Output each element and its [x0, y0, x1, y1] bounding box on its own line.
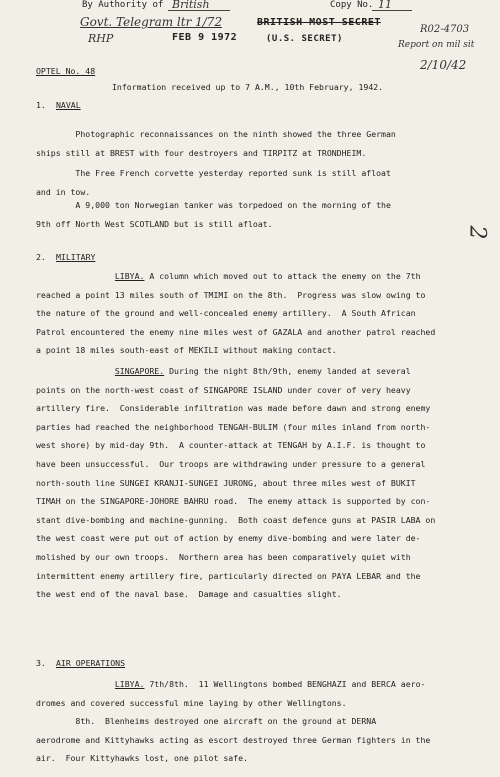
- copy-label: Copy No.: [330, 0, 374, 10]
- handwritten-authority: Govt. Telegram ltr 1/72: [80, 15, 223, 29]
- copy-underline: [372, 10, 412, 11]
- copy-value: 11: [378, 0, 392, 11]
- air-heading-num: 3.: [36, 658, 46, 668]
- margin-note-subject: Report on mil sit: [398, 40, 475, 50]
- naval-heading-num: 1.: [36, 100, 46, 110]
- air-paragraph-2: 8th. Blenheims destroyed one aircraft on the ground at DERNA aerodrome and Kittyhawks acting as escort destroyed three German fighters in the air. Four Kittyhawks lost, one pilot safe.: [36, 716, 431, 764]
- military-singapore-label: SINGAPORE.: [114, 366, 165, 376]
- military-singapore-text: During the night 8th/9th, enemy landed at several points on the north-west coast of SINGAPORE ISLAND under cover of very heavy artillery fire. Considerable infiltration was made before dawn and strong enemy parties had reached the neighborhood TENGAH-BULIM (four miles inland from north- west shore) by mid-day 9th. A counter-attack at TENGAH by A.I.F. is thought to have been unsuccessful. Our troops are withdrawing under pressure to a general north-south line SUNGEI KRANJI-SUNGEI JURONG, about three miles west of BUKIT TIMAH on the SINGAPORE-JOHORE BAHRU road. The enemy attack is supported by con- stant dive-bombing and machine-gunning. Both coast defence guns at PASIR LABA on the west coast were put out of action by enemy dive-bombing and were later de- molished by our own troops. Northern area has been comparatively quiet with intermittent enemy artillery fire, particularly directed on PAYA LEBAR and the the west end of the naval base. Damage and casualties slight.: [36, 366, 436, 600]
- air-libya-paragraph: [36, 675, 425, 712]
- naval-heading: NAVAL: [56, 100, 81, 110]
- naval-paragraph-2: The Free French corvette yesterday reported sunk is still afloat and in tow.: [36, 168, 391, 197]
- naval-paragraph-3: A 9,000 ton Norwegian tanker was torpedoed on the morning of the 9th off North West SCOTLAND but is still afloat.: [36, 200, 391, 229]
- air-libya-text: 7th/8th. 11 Wellingtons bombed BENGHAZI and BERCA aero- dromes and covered successful mine laying by other Wellingtons.: [36, 679, 426, 708]
- us-secret-mark: (U.S. SECRET): [266, 34, 343, 44]
- military-heading-num: 2.: [36, 252, 46, 262]
- military-singapore-paragraph: [36, 362, 435, 604]
- authority-label: By Authority of: [82, 0, 164, 10]
- military-heading: MILITARY: [56, 252, 96, 262]
- air-libya-label: LIBYA.: [114, 679, 145, 689]
- naval-paragraph-1: Photographic reconnaissances on the ninth showed the three German ships still at BREST with four destroyers and TIRPITZ at TRONDHEIM.: [36, 129, 396, 158]
- air-heading: AIR OPERATIONS: [56, 658, 126, 668]
- military-libya-text: A column which moved out to attack the enemy on the 7th reached a point 13 miles south of TMIMI on the 8th. Progress was slow owing to the nature of the ground and well-concealed enemy artillery. A South African Patrol encountered the enemy nine miles west of GAZALA and another patrol reached a point 18 miles south-east of MEKILI without making contact.: [36, 271, 436, 356]
- date-stamp: FEB 9 1972: [172, 32, 238, 43]
- struck-classification: BRITISH MOST SECRET: [257, 17, 381, 28]
- military-libya-label: LIBYA.: [114, 271, 145, 281]
- military-libya-paragraph: [36, 267, 435, 360]
- optel-number: OPTEL No. 48: [36, 66, 96, 76]
- margin-note-date: 2/10/42: [420, 58, 467, 72]
- margin-note-ref: R02-4703: [420, 24, 470, 35]
- margin-mark: 2: [464, 225, 490, 240]
- info-line: Information received up to 7 A.M., 10th February, 1942.: [112, 82, 384, 92]
- authority-underline: [168, 10, 230, 11]
- handwritten-initials: RHP: [88, 32, 114, 45]
- authority-value: British: [172, 0, 210, 11]
